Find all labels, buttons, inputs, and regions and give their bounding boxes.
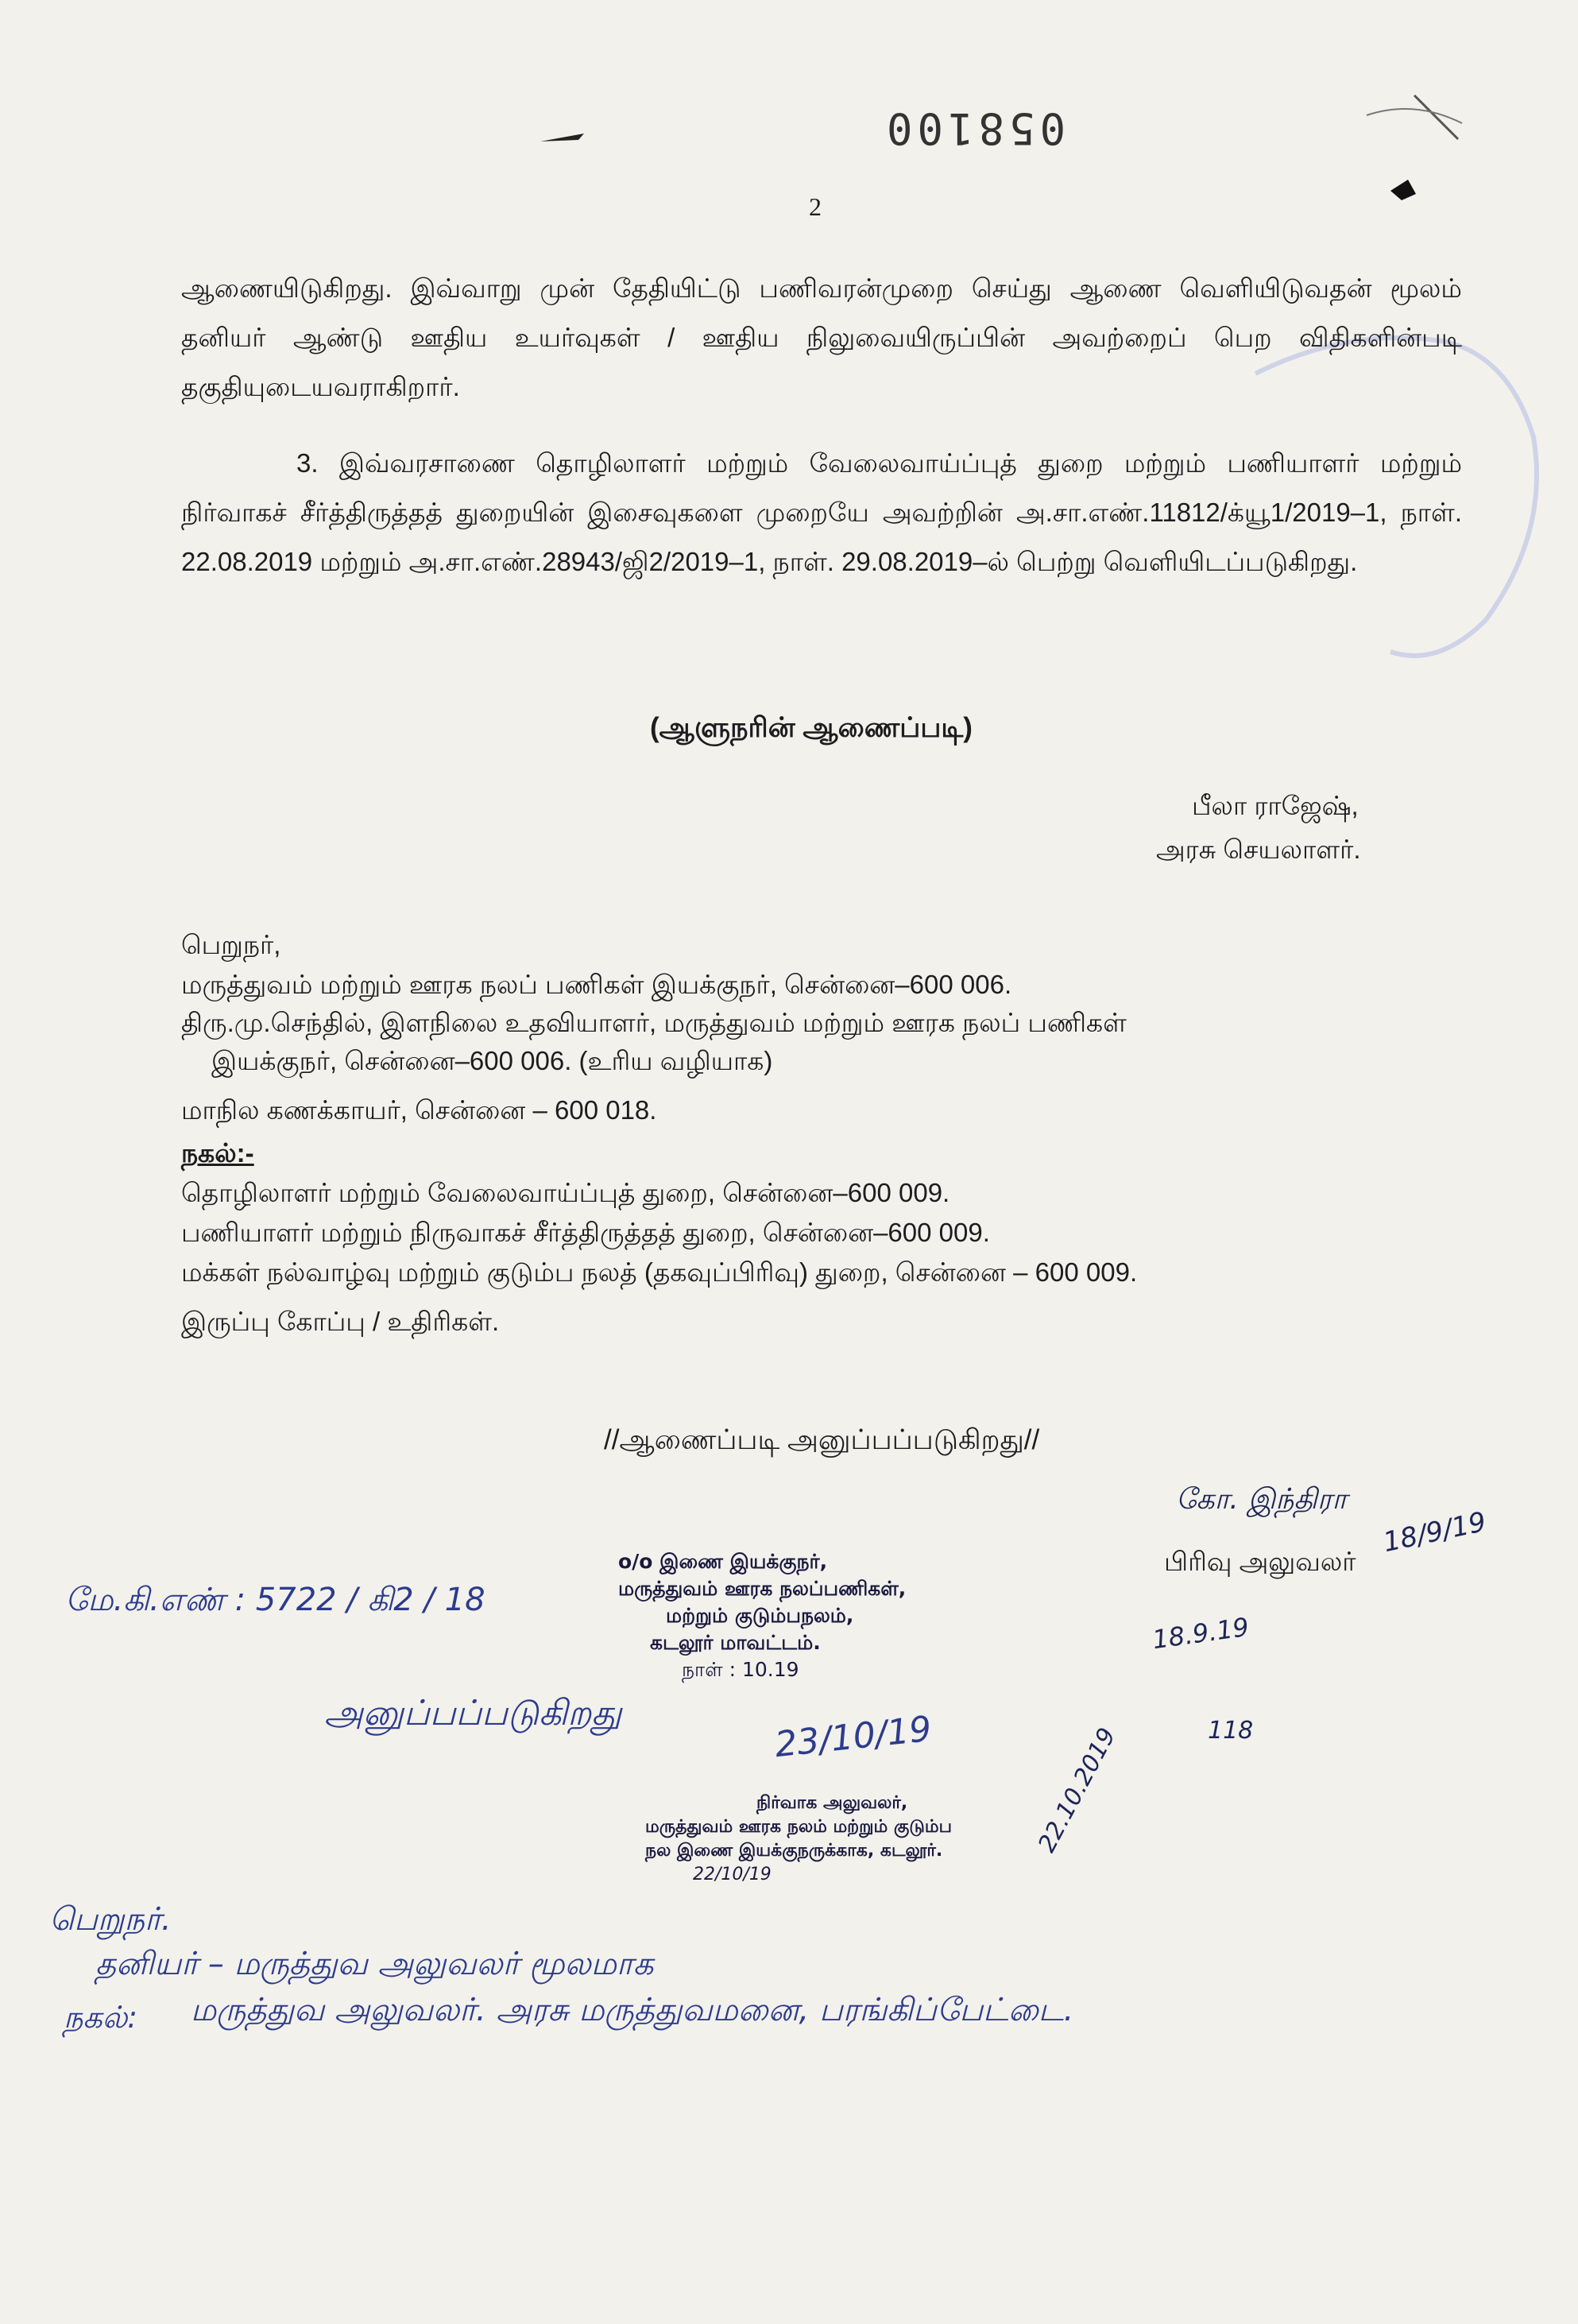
- initial-date: 18.9.19: [1150, 1611, 1251, 1656]
- recipient-line: திரு.மு.செந்தில், இளநிலை உதவியாளர், மருத்துவம் மற்றும் ஊரக நலப் பணிகள்: [181, 1008, 1127, 1037]
- stamp-line: கடலூர் மாவட்டம்.: [650, 1631, 821, 1654]
- recipient-line: இயக்குநர், சென்னை–600 006. (உரிய வழியாக): [211, 1046, 773, 1075]
- admin-signature: 23/10/19: [772, 1708, 934, 1766]
- copy-line: இருப்பு கோப்பு / உதிரிகள்.: [181, 1307, 500, 1336]
- endorsement-recipient-heading: பெறுநர்.: [49, 1901, 172, 1938]
- section-officer-signature: கோ. இந்திரா: [1176, 1483, 1348, 1516]
- stamp-line: நிர்வாக அலுவலர்,: [756, 1793, 908, 1813]
- stamp-date: 22/10/19: [693, 1865, 772, 1884]
- copy-line: பணியாளர் மற்றும் நிருவாகச் சீர்த்திருத்தத் துறை, சென்னை–600 009.: [181, 1218, 990, 1247]
- page-number: 2: [809, 192, 822, 221]
- signatory-name: பீலா ராஜேஷ்,: [1192, 791, 1359, 820]
- paragraph-3: 3. இவ்வரசாணை தொழிலாளர் மற்றும் வேலைவாய்ப்புத் துறை மற்றும் பணியாளர் மற்றும் நிர்வாகச் சீர்த்திருத்தத் துறையின் இசைவுகளை முறையே அவற்றின் அ.சா.எண்.11812/க்யூ1/2019–1, நாள். 22.08.2019 மற்றும் அ.சா.எண்.28943/ஜி2/2019–1, நாள். 29.08.2019–ல் பெற்று வெளியிடப்படுகிறது.: [181, 448, 1462, 576]
- signatory-title: அரசு செயலாளர்.: [1156, 835, 1361, 864]
- forwarded-line: //ஆணைப்படி அனுப்பப்படுகிறது//: [604, 1424, 1040, 1455]
- admin-officer-stamp: [645, 1791, 952, 1887]
- endorsement-copy-line: மருத்துவ அலுவலர். அரசு மருத்துவமனை, பரங்கிப்பேட்டை.: [191, 1992, 1074, 2028]
- copy-line: மக்கள் நல்வாழ்வு மற்றும் குடும்ப நலத் (தகவுப்பிரிவு) துறை, சென்னை – 600 009.: [181, 1257, 1138, 1287]
- stamp-line: ο/ο இணை இயக்குநர்,: [618, 1550, 828, 1573]
- section-officer-date: 18/9/19: [1380, 1505, 1489, 1559]
- section-officer-title: பிரிவு அலுவலர்: [1164, 1547, 1356, 1576]
- endorsement-recipient: தனியர் – மருத்துவ அலுவலர் மூலமாக: [95, 1946, 654, 1982]
- forwarding-text: அனுப்பப்படுகிறது: [324, 1693, 622, 1733]
- recipients-heading: பெறுநர்,: [181, 930, 281, 959]
- stamp-line: நல இணை இயக்குநருக்காக, கடலூர்.: [645, 1841, 943, 1861]
- stamp-date: நாள் : 10.19: [682, 1658, 799, 1681]
- copy-line: தொழிலாளர் மற்றும் வேலைவாய்ப்புத் துறை, சென்னை–600 009.: [181, 1178, 950, 1207]
- reference-number: மே.கி.எண் : 5722 / கி2 / 18: [65, 1582, 485, 1618]
- recipient-line: மருத்துவம் மற்றும் ஊரக நலப் பணிகள் இயக்குநர், சென்னை–600 006.: [181, 970, 1012, 999]
- clerk-initial-date: 22.10.2019: [1033, 1723, 1122, 1857]
- stamp-line: மருத்துவம் ஊரக நலம் மற்றும் குடும்ப: [645, 1817, 953, 1837]
- recipient-line: மாநில கணக்காயர், சென்னை – 600 018.: [181, 1095, 657, 1125]
- initial-number: 118: [1208, 1717, 1254, 1745]
- joint-director-stamp: [618, 1548, 906, 1683]
- stamp-line: மற்றும் குடும்பநலம்,: [666, 1604, 854, 1627]
- governor-order: (ஆளுநரின் ஆணைப்படி): [650, 712, 973, 743]
- copy-heading: நகல்:-: [181, 1138, 254, 1168]
- paragraph-continuation: ஆணையிடுகிறது. இவ்வாறு முன் தேதியிட்டு பணிவரன்முறை செய்து ஆணை வெளியிடுவதன் மூலம் தனியர் ஆண்டு ஊதிய உயர்வுகள் / ஊதிய நிலுவையிருப்பின் அவற்றைப் பெற விதிகளின்படி தகுதியுடையவராகிறார்.: [181, 273, 1462, 401]
- endorsement-copy-label: நகல்:: [64, 2000, 138, 2035]
- serial-number: 058100: [882, 103, 1066, 153]
- stamp-line: மருத்துவம் ஊரக நலப்பணிகள்,: [618, 1577, 907, 1600]
